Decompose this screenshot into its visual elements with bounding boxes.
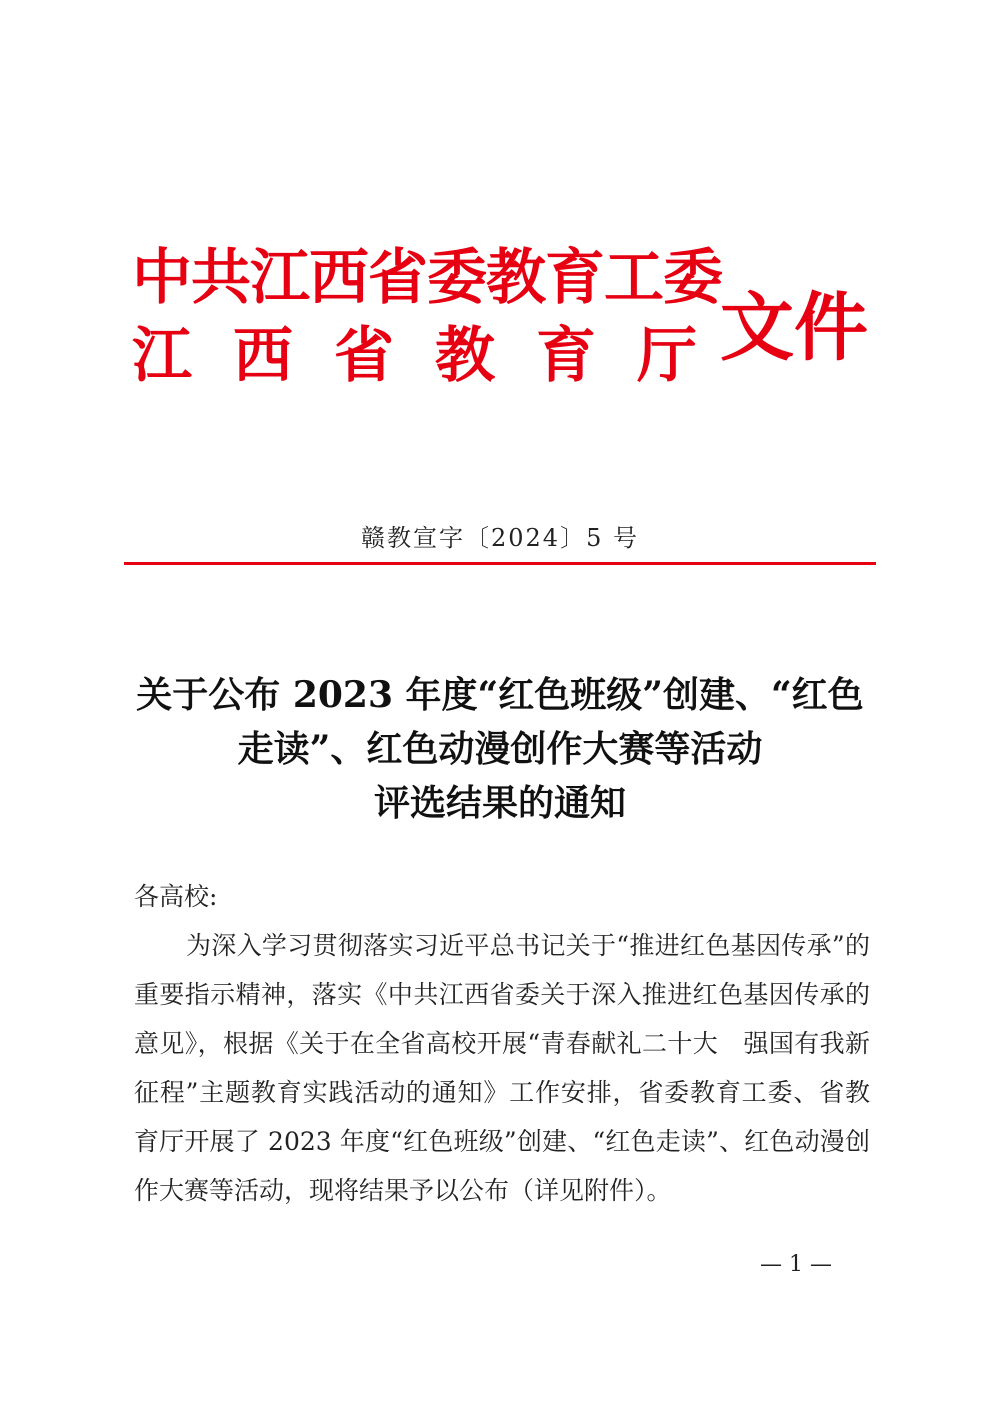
issuer-line-1: 中共江西省委教育工委 [132,243,722,313]
document-word: 文件 [720,285,868,371]
issuer-block [132,242,738,392]
red-separator-line [124,562,876,565]
page-number: — 1 — [760,1252,832,1277]
document-title [120,668,880,830]
salutation: 各高校: [134,882,218,911]
document-body [134,872,870,1215]
body-paragraph: 为深入学习贯彻落实习近平总书记关于“推进红色基因传承”的重要指示精神，落实《中共江西省委关于深入推进红色基因传承的意见》，根据《关于在全省高校开展“青春献礼二十大 强国有我新征程”主题教育实践活动的通知》工作安排，省委教育工委、省教育厅开展了 2023 年度“红色班级”创建、“红色走读”、红色动漫创作大赛等活动，现将结果予以公布（详见附件）。 [134,931,870,1205]
document-number: 赣教宣字〔2024〕5 号 [361,524,639,552]
title-line-3: 评选结果的通知 [373,782,626,824]
title-line-2: 走读”、红色动漫创作大赛等活动 [237,728,763,770]
title-line-1: 关于公布 2023 年度“红色班级”创建、“红色 [136,674,864,716]
issuer-line-2: 江西省教育厅 [132,321,738,391]
